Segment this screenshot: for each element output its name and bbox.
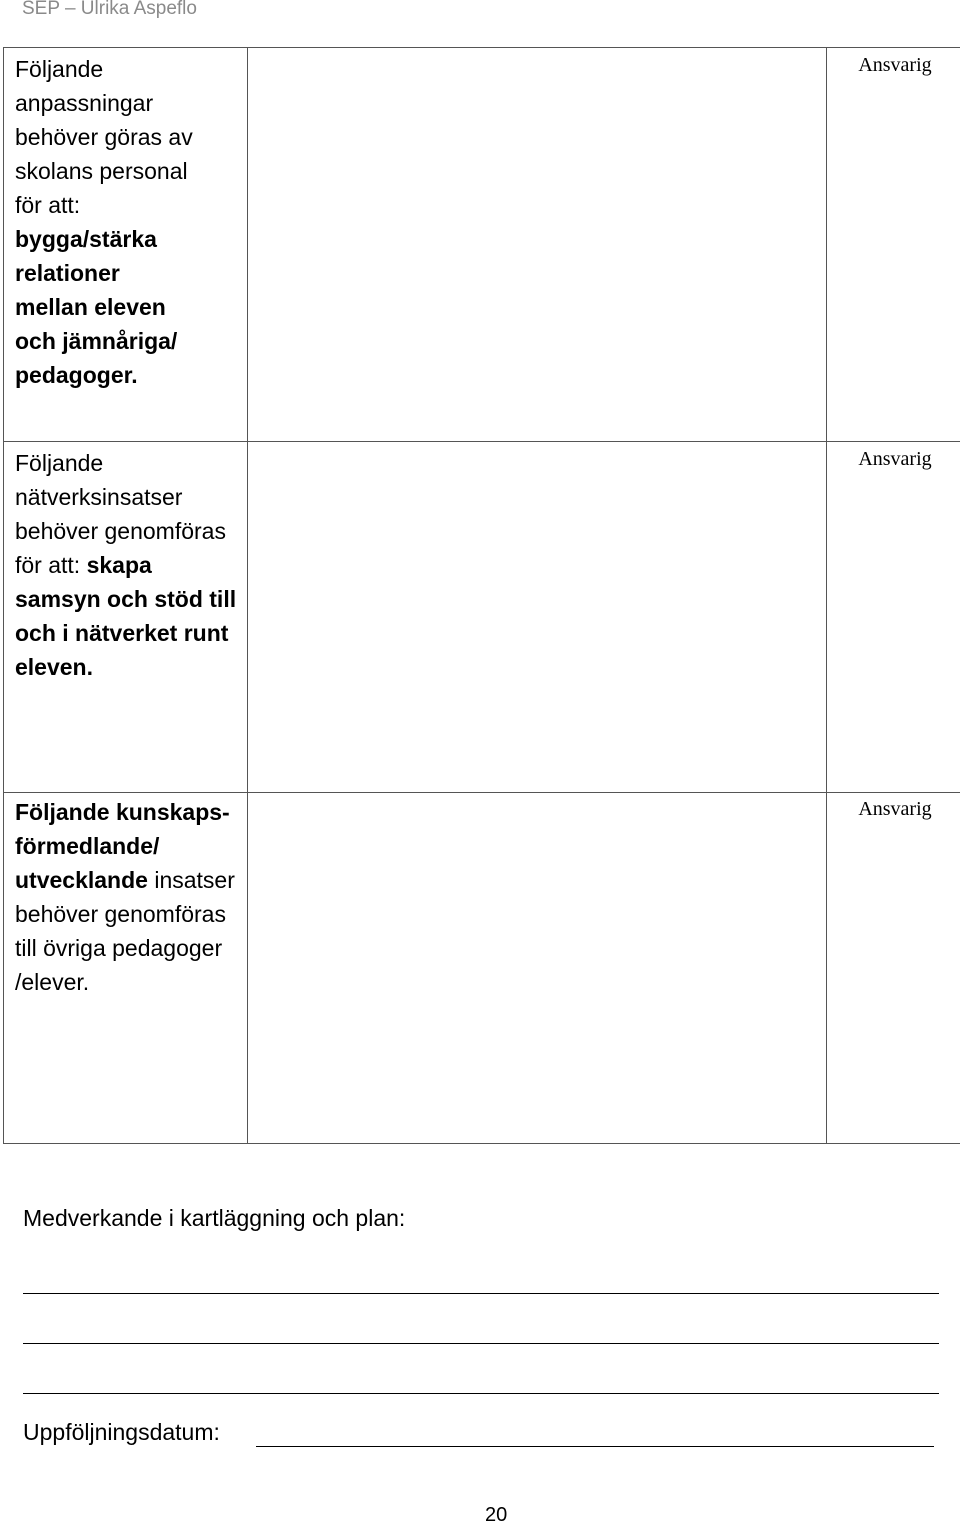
description-intro: Följande nätverksinsatser behöver genomföras för att: (15, 450, 226, 578)
medverkande-line-1[interactable] (23, 1293, 939, 1294)
content-cell[interactable] (248, 48, 827, 442)
medverkande-line-2[interactable] (23, 1343, 939, 1344)
description-goal: Följande kunskaps-förmedlande/ utvecklande (15, 799, 230, 893)
description-cell (4, 442, 248, 793)
ansvarig-label: Ansvarig (827, 48, 960, 78)
table-row (4, 793, 960, 1144)
uppfoljning-date-line[interactable] (256, 1446, 934, 1447)
description-goal: skapa samsyn och stöd till och i nätverket runt eleven. (15, 552, 236, 680)
medverkande-line-3[interactable] (23, 1393, 939, 1394)
ansvarig-cell (827, 48, 960, 442)
content-cell[interactable] (248, 793, 827, 1144)
description-goal: bygga/stärka relationer mellan eleven och jämnåriga/ pedagoger. (15, 226, 177, 388)
uppfoljning-label: Uppföljningsdatum: (23, 1419, 220, 1446)
ansvarig-label: Ansvarig (827, 793, 960, 822)
ansvarig-cell (827, 793, 960, 1144)
description-text (4, 793, 247, 999)
ansvarig-label: Ansvarig (827, 442, 960, 472)
ansvarig-cell (827, 442, 960, 793)
content-cell[interactable] (248, 442, 827, 793)
page-number: 20 (485, 1504, 507, 1527)
table-row (4, 442, 960, 793)
medverkande-label: Medverkande i kartläggning och plan: (23, 1205, 405, 1232)
action-plan-table (3, 47, 960, 1144)
description-intro: Följande anpassningar behöver göras av skolans personal för att: (15, 56, 193, 218)
description-cell (4, 48, 248, 442)
description-text (4, 48, 205, 392)
table-row (4, 48, 960, 442)
description-text (4, 442, 247, 684)
document-header: SEP – Ulrika Aspeflo (22, 0, 197, 20)
description-cell (4, 793, 248, 1144)
description-after: insatser behöver genomföras till övriga pedagoger /elever. (15, 867, 235, 995)
